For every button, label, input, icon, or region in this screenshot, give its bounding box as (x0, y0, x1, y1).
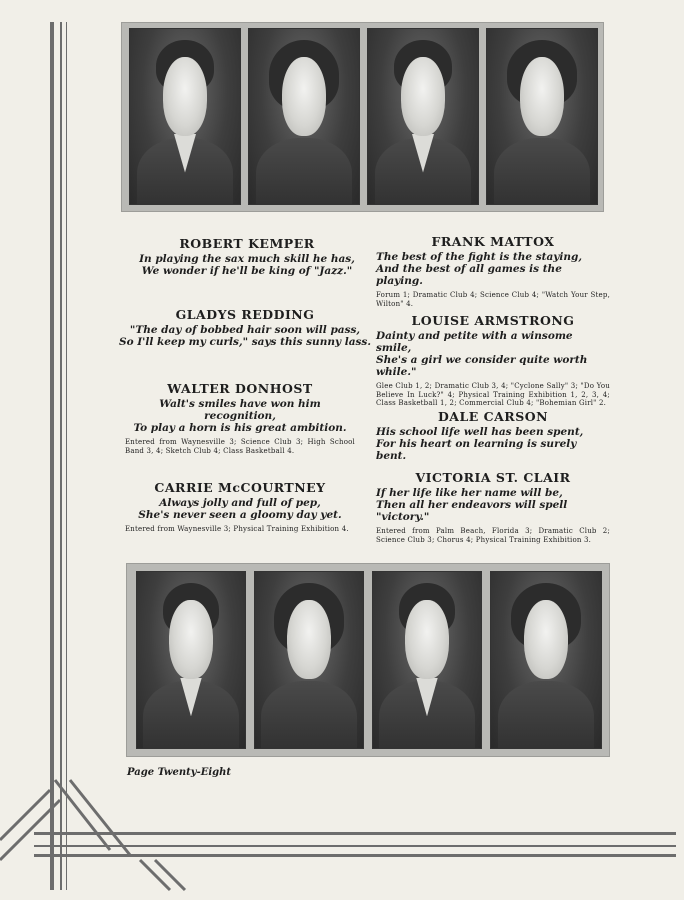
activities-note: Entered from Waynesville 3; Physical Training Exhibition 4. (125, 525, 349, 533)
student-name: WALTER DONHOST (167, 381, 313, 396)
verse-line: Then all her endeavors will spell "victory." (376, 499, 568, 523)
portrait-louise-armstrong (487, 29, 597, 204)
border-line-left-thin (66, 22, 67, 890)
entry-gladys-redding (117, 307, 373, 348)
border-line-left-inner (60, 22, 62, 890)
verse-line: In playing the sax much skill he has, (139, 253, 355, 265)
verse-line: For his heart on learning is surely bent. (376, 438, 577, 462)
verse-line: "The day of bobbed hair soon will pass, (129, 324, 361, 336)
student-name: ROBERT KEMPER (179, 236, 315, 251)
verse-line: We wonder if he'll be king of "Jazz." (141, 265, 353, 277)
student-name: VICTORIA ST. CLAIR (415, 470, 571, 485)
verse-line: If her life like her name will be, (376, 487, 563, 499)
verse-line: Always jolly and full of pep, (159, 497, 321, 509)
entry-victoria-st-clair (376, 470, 610, 544)
page-number-label: Page Twenty-Eight (127, 767, 232, 778)
portrait-frank-mattox (368, 29, 478, 204)
verse-line: And the best of all games is the playing. (376, 263, 562, 287)
activities-note: Entered from Waynesville 3; Science Club 3; High School Band 3, 4; Sketch Club 4; Class Basketball 4. (125, 438, 355, 455)
entry-frank-mattox (376, 234, 610, 308)
top-photo-strip (121, 22, 604, 212)
deco-corner-ornament (0, 770, 200, 900)
portrait-victoria-st-clair (491, 572, 601, 748)
verse-line: She's never seen a gloomy day yet. (138, 509, 342, 521)
student-name: CARRIE McCOURTNEY (154, 480, 326, 495)
border-line-left-outer (50, 22, 54, 890)
verse-line: She's a girl we consider quite worth while." (376, 354, 588, 378)
activities-note: Glee Club 1, 2; Dramatic Club 3, 4; "Cyclone Sally" 3; "Do You Believe In Luck?" 4; Physical Training Exhibition 1, 2, 3, 4; Class Basketball 1, 2; Commercial Club 4; "Bohemian Girl" 2. (376, 382, 610, 407)
activities-note: Entered from Palm Beach, Florida 3; Dramatic Club 2; Science Club 3; Chorus 4; Physical Training Exhibition 3. (376, 527, 610, 544)
portrait-walter-donhost (137, 572, 245, 748)
portrait-gladys-redding (249, 29, 359, 204)
portrait-carrie-mccourtney (255, 572, 363, 748)
verse-line: Walt's smiles have won him recognition, (159, 398, 321, 422)
student-name: FRANK MATTOX (431, 234, 555, 249)
bottom-photo-strip (126, 563, 610, 757)
verse-line: Dainty and petite with a winsome smile, (376, 330, 573, 354)
verse-line: So I'll keep my curls," says this sunny lass. (118, 336, 371, 348)
entry-robert-kemper (127, 236, 367, 277)
entry-walter-donhost (125, 381, 355, 455)
portrait-robert-kemper (130, 29, 240, 204)
student-name: GLADYS REDDING (175, 307, 315, 322)
entry-carrie-mccourtney (125, 480, 355, 534)
verse-line: To play a horn is his great ambition. (133, 422, 347, 434)
entry-dale-carson (376, 409, 610, 462)
entry-louise-armstrong (376, 313, 610, 408)
activities-note: Forum 1; Dramatic Club 4; Science Club 4; "Watch Your Step, Wilton" 4. (376, 291, 610, 308)
verse-line: His school life well has been spent, (376, 426, 584, 438)
student-name: DALE CARSON (437, 409, 549, 424)
verse-line: The best of the fight is the staying, (376, 251, 582, 263)
portrait-dale-carson (373, 572, 481, 748)
student-name: LOUISE ARMSTRONG (411, 313, 575, 328)
